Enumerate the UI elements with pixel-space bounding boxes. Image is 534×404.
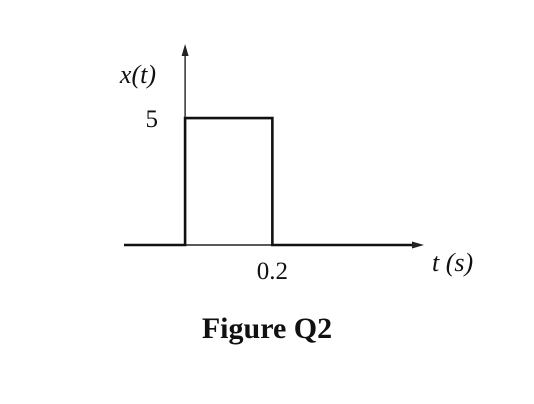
y-axis-label: x(t) [119,60,156,89]
figure-caption: Figure Q2 [201,312,333,345]
series-line-xt [124,118,412,245]
x-tick-labels [257,258,288,285]
x-axis-arrowhead [412,242,424,249]
y-tick-label: 5 [145,106,158,134]
x-axis-label: t (s) [432,248,474,277]
y-tick-labels [146,106,159,133]
series-group [124,118,412,245]
x-tick-label: 0.2 [256,258,288,285]
y-axis-arrowhead [182,44,189,56]
